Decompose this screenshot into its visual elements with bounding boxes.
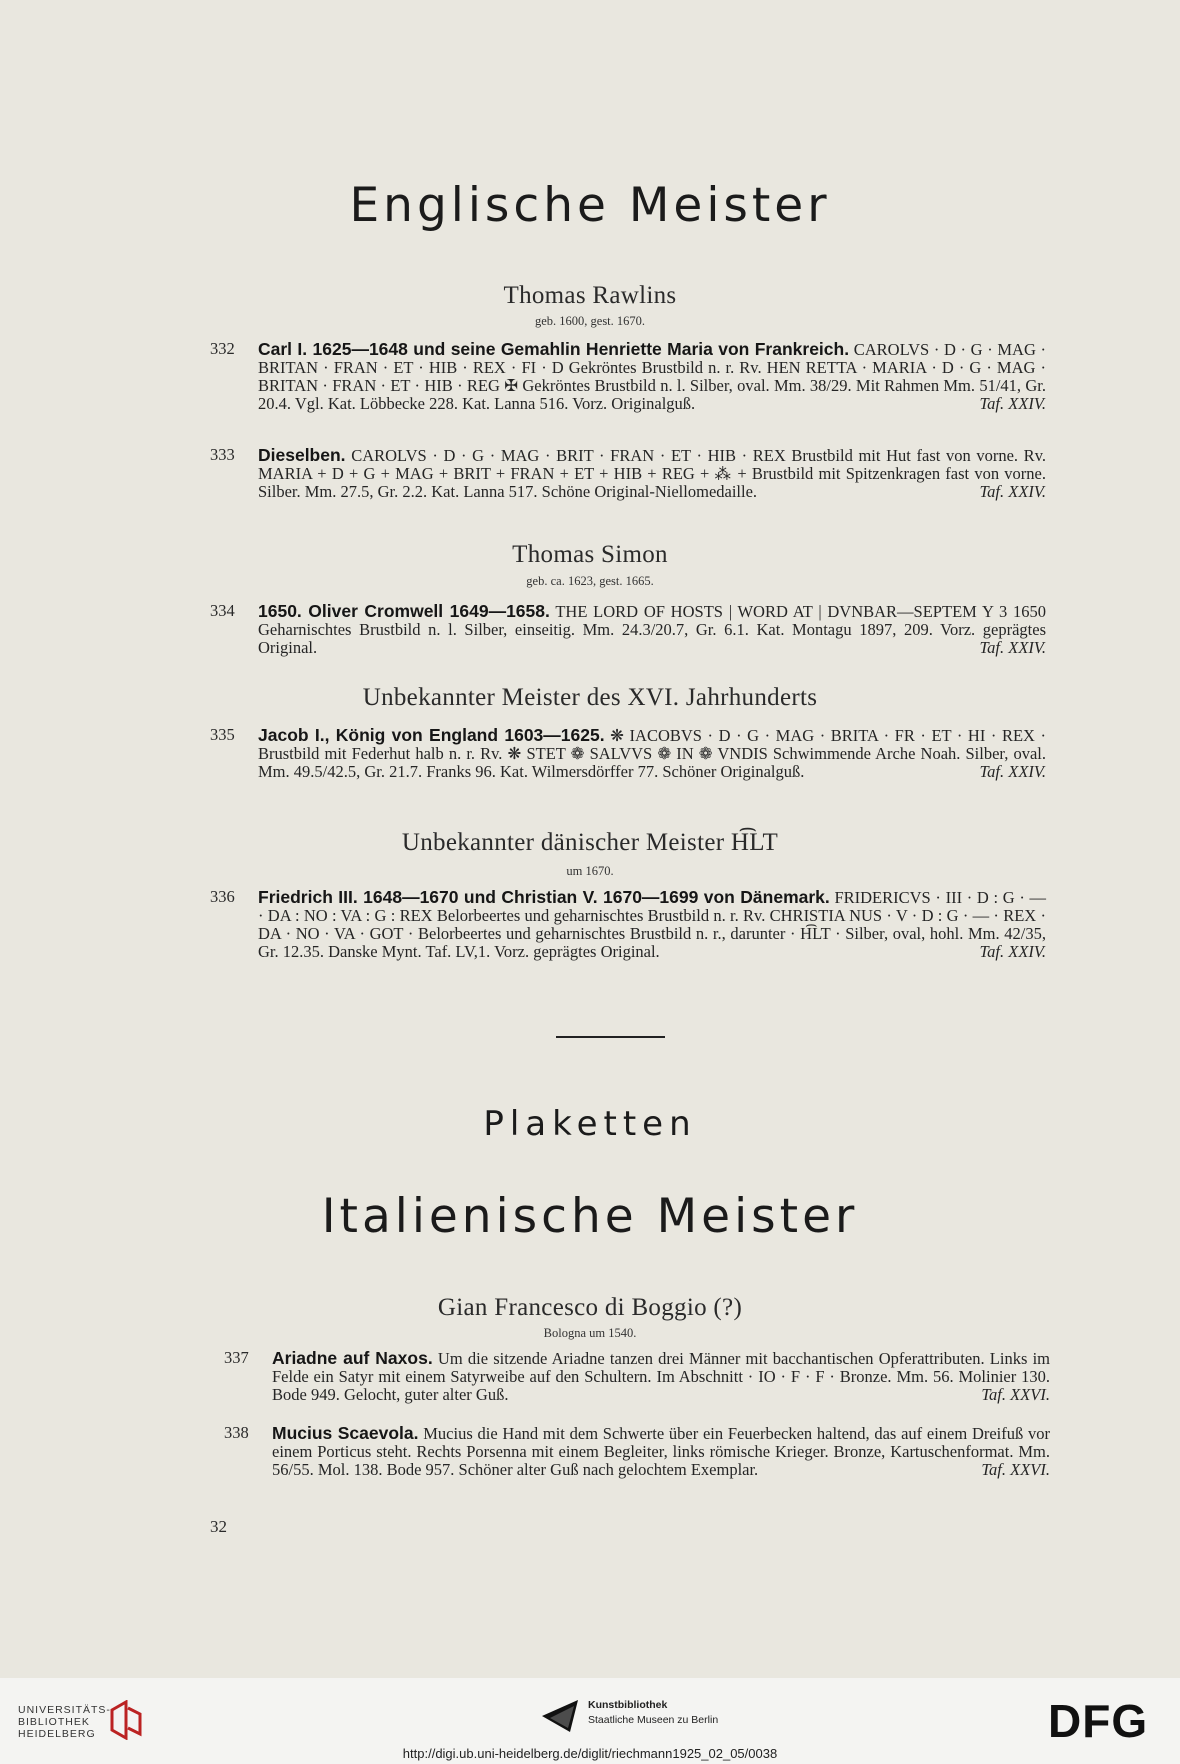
section-heading-englische: Englische Meister xyxy=(349,178,831,233)
author-dates: um 1670. xyxy=(566,864,614,878)
section-divider xyxy=(556,1036,665,1038)
entry-lead: Ariadne auf Naxos. xyxy=(272,1348,433,1368)
university-library-label xyxy=(18,1704,111,1740)
author-name: Unbekannter Meister des XVI. Jahrhunderts xyxy=(362,684,818,711)
catalog-entry xyxy=(210,725,1047,781)
university-line: BIBLIOTHEK xyxy=(18,1716,90,1728)
catalog-entry xyxy=(224,1348,1051,1404)
entry-plate: Taf. XXIV. xyxy=(979,762,1046,781)
section-heading-plaketten: Plaketten xyxy=(483,1104,697,1144)
entry-number: 332 xyxy=(210,339,235,358)
kunstbibliothek-logo-icon xyxy=(540,1698,580,1734)
entry-plate: Taf. XXVI. xyxy=(981,1460,1050,1479)
author-dates: geb. ca. 1623, gest. 1665. xyxy=(526,574,654,588)
kunstbibliothek-label xyxy=(588,1698,718,1728)
catalog-entry xyxy=(210,339,1047,413)
entry-lead: Dieselben. xyxy=(258,445,346,465)
entry-number: 334 xyxy=(210,601,235,620)
entry-lead: Carl I. 1625—1648 und seine Gemahlin Henriette Maria von Frankreich. xyxy=(258,339,850,359)
entry-text: ❋ IACOBVS · D · G · MAG · BRITA · FR · ET · HI · REX · Brustbild mit Federhut halb n. r. Rv. ❋ STET ❁ SALVVS ❁ IN ❁ VNDIS Schwimmende Arche Noah. Silber, oval. Mm. 49.5/42.5, Gr. 21.7. Franks 96. Kat. Wilmersdörffer 77. Schöner Originalguß. xyxy=(258,726,1047,781)
entry-plate: Taf. XXIV. xyxy=(979,394,1046,413)
university-line: HEIDELBERG xyxy=(18,1728,96,1740)
catalog-entry xyxy=(210,601,1047,657)
section-heading-italienische: Italienische Meister xyxy=(321,1189,859,1244)
entry-text: CAROLVS · D · G · MAG · BRITAN · FRAN · ET · HIB · REX · FI · D Gekröntes Brustbild n. r. Rv. HEN RETTA · MARIA · D · G · MAG · BRITAN · FRAN · ET · HIB · REG ✠ Gekröntes Brustbild n. l. Silber, oval. Mm. 38/29. Mit Rahmen Mm. 51/41, Gr. 20.4. Vgl. Kat. Löbbecke 228. Kat. Lanna 516. Vorz. Originalguß. xyxy=(258,340,1047,413)
university-logo-icon xyxy=(108,1700,142,1740)
dfg-logo: DFG xyxy=(1048,1695,1149,1747)
entry-plate: Taf. XXIV. xyxy=(979,638,1046,657)
author-dates: Bologna um 1540. xyxy=(543,1326,637,1340)
entry-number: 335 xyxy=(210,725,235,744)
entry-text: CAROLVS · D · G · MAG · BRIT · FRAN · ET · HIB · REX Brustbild mit Hut fast von vorne. Rv. MARIA + D + G + MAG + BRIT + FRAN + ET + HIB + REG + ⁂ + Brustbild mit Spitzenkragen fast von vorne. Silber. Mm. 27.5, Gr. 2.2. Kat. Lanna 517. Schöne Original-Niellomedaille. xyxy=(258,446,1046,501)
author-dates: geb. 1600, gest. 1670. xyxy=(534,314,646,328)
digitization-footer xyxy=(0,1678,1180,1764)
page-number: 32 xyxy=(210,1517,227,1536)
entry-lead: Friedrich III. 1648—1670 und Christian V. 1670—1699 von Dänemark. xyxy=(258,887,830,907)
entry-text: FRIDERICVS · III · D : G · — · DA : NO : VA : G : REX Belorbeertes und geharnischtes Brustbild n. r. Rv. CHRISTIA NUS · V · D : G · — · REX · DA · NO · VA · GOT · Belorbeertes und geharnischtes Brustbild n. r., darunter · H͡LT · Silber, oval, hohl. Mm. 42/35, Gr. 12.35. Danske Mynt. Taf. LV,1. Vorz. geprägtes Original. xyxy=(258,888,1047,961)
kb-title: Kunstbibliothek xyxy=(588,1699,668,1711)
entry-number: 338 xyxy=(224,1423,249,1442)
author-name: Thomas Rawlins xyxy=(503,282,677,309)
author-name: Thomas Simon xyxy=(512,541,668,568)
catalog-entry xyxy=(224,1423,1050,1479)
entry-number: 337 xyxy=(224,1348,249,1367)
entry-number: 336 xyxy=(210,887,235,906)
entry-text: THE LORD OF HOSTS | WORD AT | DVNBAR—SEPTEM Y 3 1650 Geharnischtes Brustbild n. l. Silber, einseitig. Mm. 24.3/20.7, Gr. 6.1. Kat. Montagu 1897, 209. Vorz. geprägtes Original. xyxy=(258,602,1047,657)
kb-subtitle: Staatliche Museen zu Berlin xyxy=(588,1714,719,1726)
entry-number: 333 xyxy=(210,445,235,464)
entry-plate: Taf. XXIV. xyxy=(979,482,1046,501)
entry-lead: Mucius Scaevola. xyxy=(272,1423,419,1443)
author-name: Unbekannter dänischer Meister H͡LT xyxy=(401,829,779,856)
entry-text: Um die sitzende Ariadne tanzen drei Männer mit bacchantischen Opferattributen. Links im Felde ein Satyr mit einem Satyrweibe auf den Schultern. Im Abschnitt · IO · F · F · Bronze. Mm. 56. Molinier 130. Bode 949. Gelocht, guter alter Guß. xyxy=(272,1349,1051,1404)
entry-lead: 1650. Oliver Cromwell 1649—1658. xyxy=(258,601,550,621)
catalog-entry xyxy=(210,887,1047,961)
author-name: Gian Francesco di Boggio (?) xyxy=(437,1294,743,1321)
catalog-entry xyxy=(210,445,1046,501)
source-url[interactable]: http://digi.ub.uni-heidelberg.de/diglit/riechmann1925_02_05/0038 xyxy=(402,1746,778,1761)
entry-plate: Taf. XXVI. xyxy=(981,1385,1050,1404)
entry-plate: Taf. XXIV. xyxy=(979,942,1046,961)
entry-text: Mucius die Hand mit dem Schwerte über ein Feuerbecken haltend, das auf einem Dreifuß vor einem Porticus steht. Rechts Porsenna mit einem Begleiter, links römische Krieger. Bronze, Kartuschenformat. Mm. 56/55. Mol. 138. Bode 957. Schöner alter Guß nach gelochtem Exemplar. xyxy=(272,1424,1050,1479)
university-line: UNIVERSITÄTS- xyxy=(18,1704,111,1716)
entry-lead: Jacob I., König von England 1603—1625. xyxy=(258,725,605,745)
